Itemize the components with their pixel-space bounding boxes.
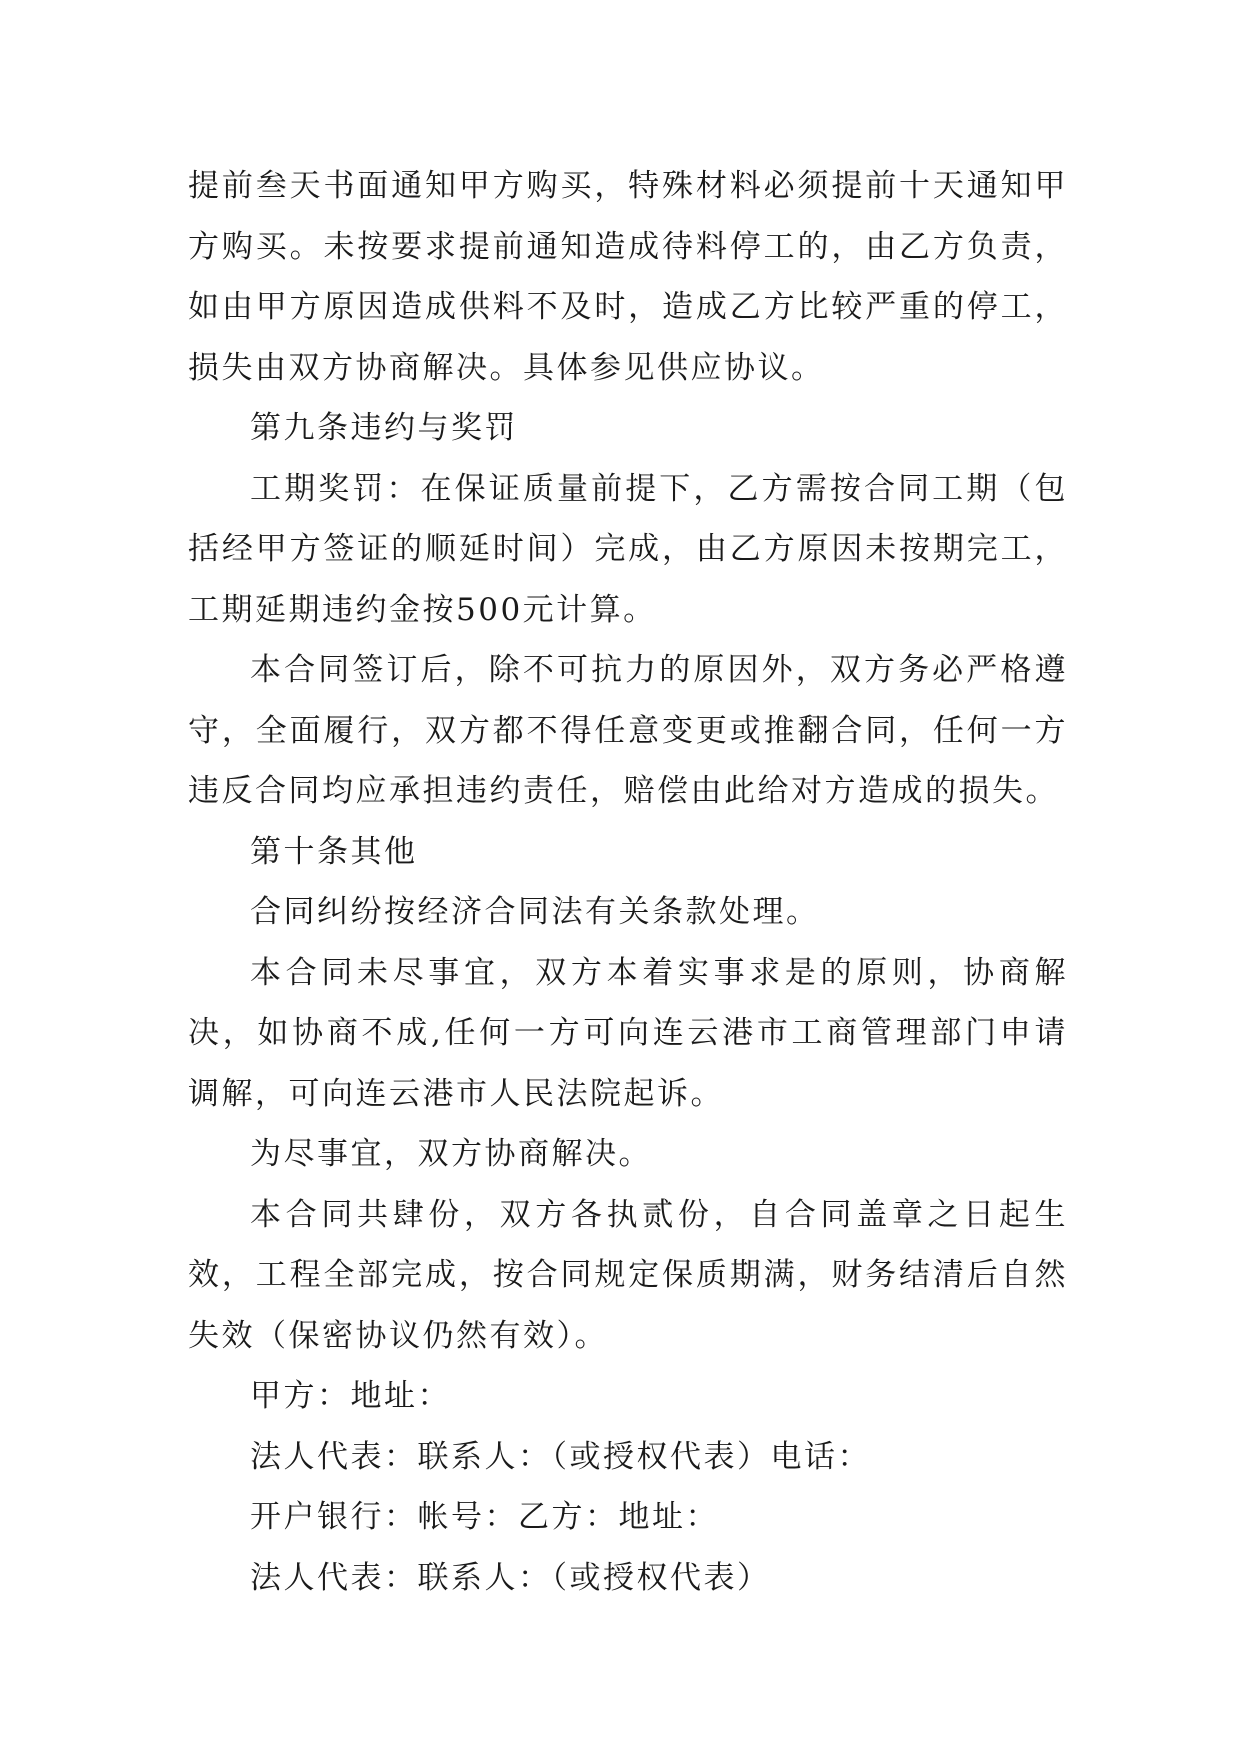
- heading-article-10: 第十条其他: [250, 833, 418, 870]
- bank-account-party-b-line: 开户银行：帐号：乙方：地址：: [250, 1499, 719, 1535]
- paragraph-copies-validity: 本合同共肆份，双方各执贰份，自合同盖章之日起生效，工程全部完成，按合同规定保质期满，财务结清后自然失效（保密协议仍然有效）。: [188, 1196, 1068, 1354]
- paragraph-negotiation: 为尽事宜，双方协商解决。: [250, 1136, 652, 1172]
- party-a-address-line: 甲方：地址：: [250, 1378, 451, 1414]
- party-b-representative-line: 法人代表：联系人：（或授权代表）: [250, 1559, 771, 1596]
- paragraph-unresolved-matters: 本合同未尽事宜，双方本着实事求是的原则，协商解决，如协商不成,任何一方可向连云港市工商管理部门申请调解，可向连云港市人民法院起诉。: [188, 954, 1068, 1112]
- paragraph-schedule-penalty: 工期奖罚：在保证质量前提下，乙方需按合同工期（包括经甲方签证的顺延时间）完成，由乙方原因未按期完工，工期延期违约金按500元计算。: [188, 470, 1068, 628]
- party-a-representative-line: 法人代表：联系人：（或授权代表）电话：: [250, 1438, 871, 1475]
- heading-article-9: 第九条违约与奖罚: [250, 410, 518, 446]
- document-body: [188, 156, 1068, 1608]
- paragraph-contract-compliance: 本合同签订后，除不可抗力的原因外，双方务必严格遵守，全面履行，双方都不得任意变更或推翻合同，任何一方违反合同均应承担违约责任，赔偿由此给对方造成的损失。: [188, 652, 1068, 809]
- paragraph-dispute-handling: 合同纠纷按经济合同法有关条款处理。: [250, 894, 820, 930]
- paragraph-material-notice: 提前叁天书面通知甲方购买，特殊材料必须提前十天通知甲方购买。未按要求提前通知造成待料停工的，由乙方负责，如由甲方原因造成供料不及时，造成乙方比较严重的停工，损失由双方协商解决。具体参见供应协议。: [188, 168, 1068, 386]
